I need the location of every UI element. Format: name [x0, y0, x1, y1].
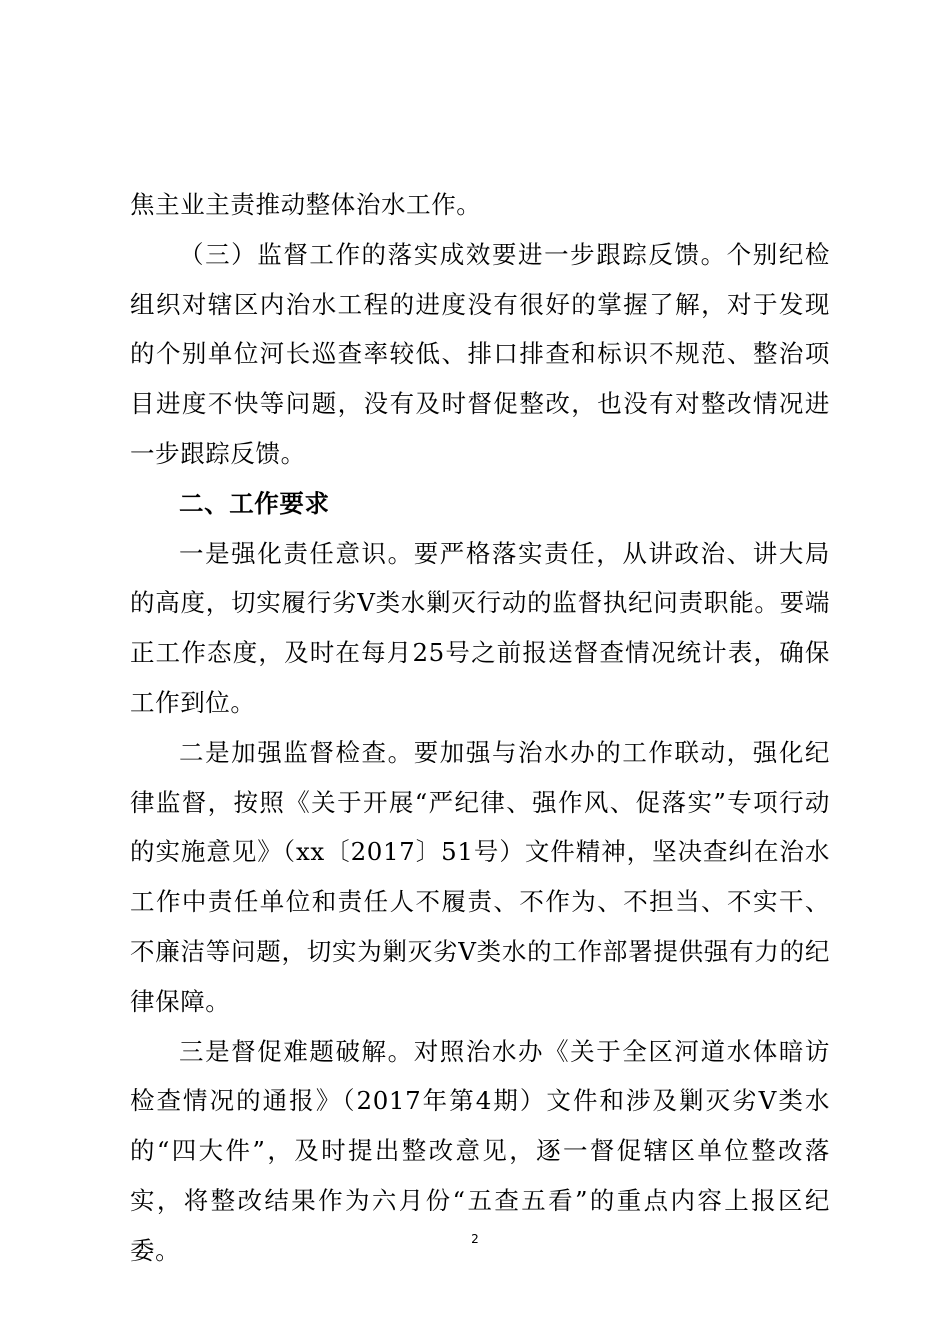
section-heading-work-requirements: 二、工作要求: [179, 488, 330, 518]
page-number: 2: [471, 1232, 479, 1246]
paragraph-responsibility: 一是强化责任意识。要严格落实责任，从讲政治、讲大局的高度，切实履行劣Ⅴ类水剿灭行动的监督执纪问责职能。要端正工作态度，及时在每月25号之前报送督查情况统计表，确保工作到位。: [130, 538, 830, 717]
paragraph-supervision-feedback: （三）监督工作的落实成效要进一步跟踪反馈。个别纪检组织对辖区内治水工程的进度没有很好的掌握了解，对于发现的个别单位河长巡查率较低、排口排查和标识不规范、整治项目进度不快等问题，没有及时督促整改，也没有对整改情况进一步跟踪反馈。: [130, 239, 830, 468]
paragraph-continuation: 焦主业主责推动整体治水工作。: [130, 190, 482, 219]
paragraph-supervision-inspection: 二是加强监督检查。要加强与治水办的工作联动，强化纪律监督，按照《关于开展“严纪律、强作风、促落实”专项行动的实施意见》（xx〔2017〕51号）文件精神，坚决查纠在治水工作中责任单位和责任人不履责、不作为、不担当、不实干、不廉洁等问题，切实为剿灭劣Ⅴ类水的工作部署提供强有力的纪律保障。: [130, 737, 830, 1016]
paragraph-problem-solving: 三是督促难题破解。对照治水办《关于全区河道水体暗访检查情况的通报》（2017年第4期）文件和涉及剿灭劣Ⅴ类水的“四大件”，及时提出整改意见，逐一督促辖区单位整改落实，将整改结果作为六月份“五查五看”的重点内容上报区纪委。: [130, 1036, 830, 1265]
document-body: [130, 180, 830, 1276]
